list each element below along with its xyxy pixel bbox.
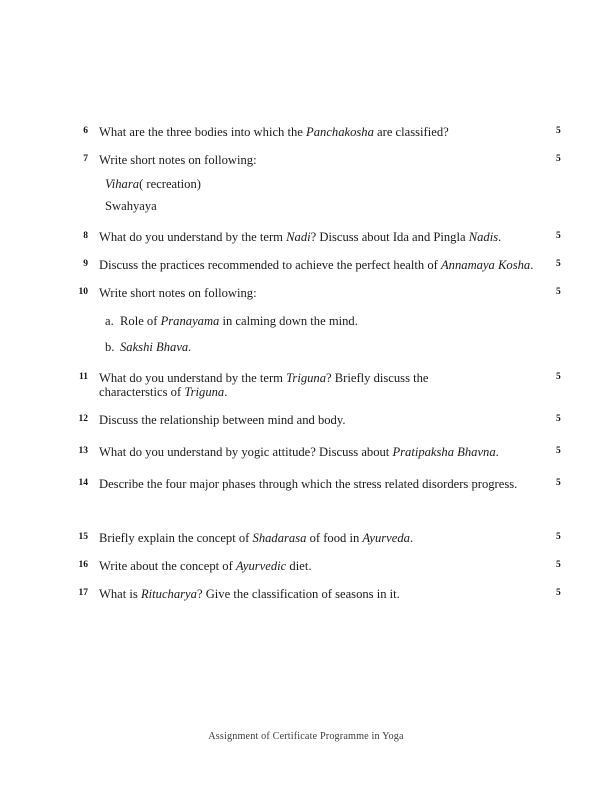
spacer [0,168,612,178]
question-subline: Vihara( recreation) [105,177,201,191]
subitem-text: Role of Pranayama in calming down the mind. [120,314,358,329]
question-number: 9 [83,259,88,270]
question-marks: 5 [556,477,561,488]
subitem-letter: b. [105,339,115,354]
question-number: 13 [78,445,88,456]
question-marks: 5 [556,445,561,456]
spacer [0,492,612,514]
subitem-text: Sakshi Bhava. [120,339,192,354]
question-number: 6 [83,126,88,136]
question-text: Write short notes on following: [99,153,257,167]
page-footer: Assignment of Certificate Programme in Yoga [208,731,404,742]
question-number: 7 [83,154,88,164]
question-text: What do you understand by yogic attitude? Discuss about Pratipaksha Bhavna. [99,444,499,459]
question-number: 16 [78,559,88,570]
question-text: What do you understand by the term Triguna? Briefly discuss the characterstics of Triguna. [99,371,429,399]
spacer [0,514,612,532]
question-text: Discuss the relationship between mind and body. [99,412,346,427]
question-number: 11 [79,372,88,383]
question-marks: 5 [556,559,561,570]
subitem-letter: a. [105,314,114,329]
question-item [0,478,612,492]
question-number: 14 [78,477,88,488]
spacer [0,400,612,414]
question-item [0,372,612,399]
question-number: 10 [78,287,88,298]
question-text: Describe the four major phases through which the stress related disorders progress. [99,476,518,491]
question-marks: 5 [556,126,561,136]
question-marks: 5 [556,259,561,270]
question-text: Write about the concept of Ayurvedic diet. [99,558,312,573]
spacer [0,140,612,154]
question-marks: 5 [556,531,561,542]
spacer [0,192,612,200]
spacer [0,460,612,478]
question-text: Briefly explain the concept of Shadarasa of food in Ayurveda. [99,530,414,545]
spacer [0,354,612,372]
question-marks: 5 [556,372,561,383]
spacer [0,213,612,231]
question-text: Discuss the practices recommended to achieve the perfect health of Annamaya Kosha. [99,258,534,273]
question-number: 15 [78,531,88,542]
question-text: What is Ritucharya? Give the classification of seasons in it. [99,586,400,601]
question-number: 17 [78,587,88,598]
question-list [0,126,612,602]
question-item [0,231,612,245]
spacer [0,428,612,446]
question-text: Write short notes on following: [99,286,257,301]
question-subitem [105,315,612,329]
question-subitem [105,341,612,355]
question-item [0,259,612,273]
question-marks: 5 [556,287,561,298]
question-item [0,588,612,602]
spacer [0,546,612,560]
question-number: 8 [83,231,88,242]
spacer [0,329,612,341]
question-subline: Swahyaya [105,198,157,213]
spacer [0,301,612,315]
spacer [0,245,612,259]
question-text: What are the three bodies into which the Panchakosha are classified? [99,125,449,139]
question-marks: 5 [556,587,561,598]
spacer [0,273,612,287]
question-number: 12 [78,413,88,424]
question-item [0,287,612,301]
question-item [0,446,612,460]
question-item [0,126,612,140]
spacer [0,574,612,588]
question-item [0,154,612,168]
question-item [0,560,612,574]
question-item [0,414,612,428]
question-marks: 5 [556,231,561,242]
question-marks: 5 [556,154,561,164]
question-marks: 5 [556,413,561,424]
question-item [0,532,612,546]
question-text: What do you understand by the term Nadi? Discuss about Ida and Pingla Nadis. [99,230,502,245]
